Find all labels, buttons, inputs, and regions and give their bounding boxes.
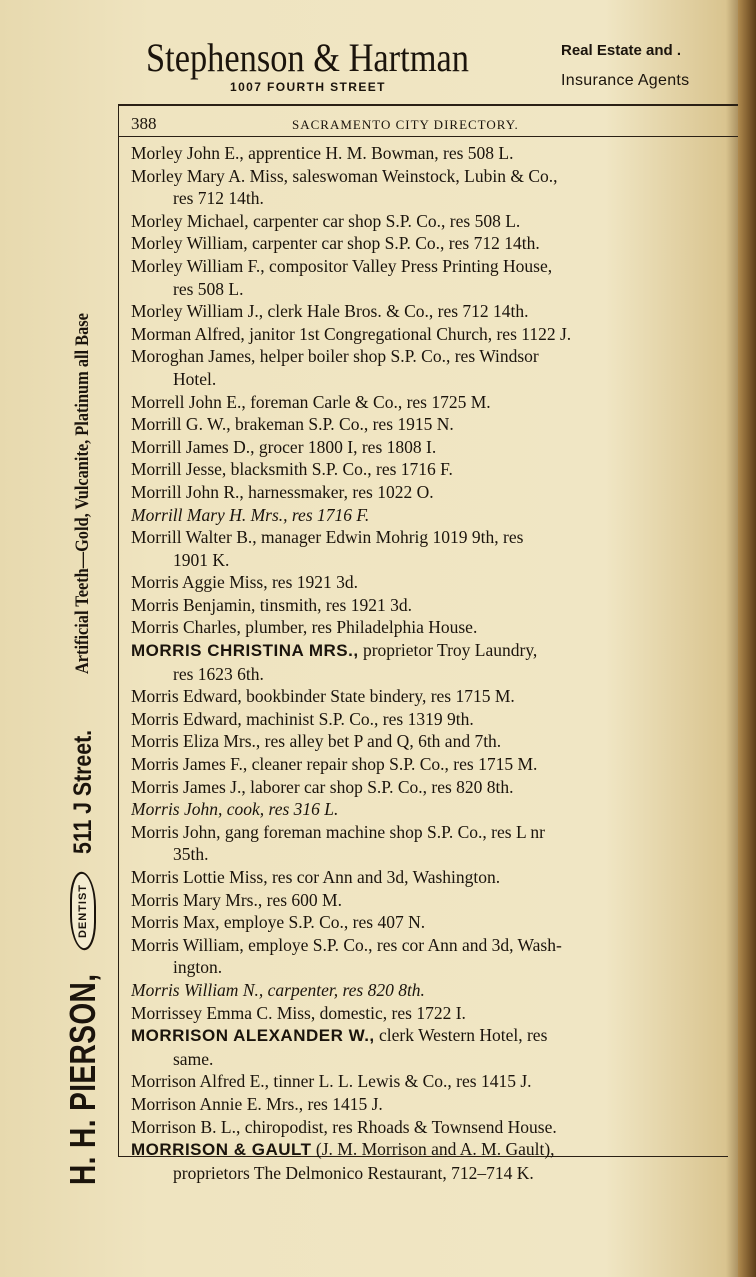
directory-entry	[131, 571, 727, 594]
directory-entry	[131, 1002, 727, 1025]
directory-entry	[131, 458, 727, 481]
entry-text: Morris Lottie Miss, res cor Ann and 3d, Washington.	[131, 867, 501, 887]
entry-text: Morris Mary Mrs., res 600 M.	[131, 889, 342, 910]
left-rule	[118, 104, 119, 1156]
entry-text: (J. M. Morrison and A. M. Gault),	[311, 1139, 555, 1160]
entry-text: Morrill John R., harnessmaker, res 1022 O.	[131, 481, 434, 502]
top-rule	[118, 104, 738, 106]
dentist-badge	[66, 872, 100, 950]
directory-entry	[131, 616, 727, 639]
directory-entry	[131, 1024, 727, 1048]
entry-text: Hotel.	[173, 368, 217, 389]
entry-text: Morris Benjamin, tinsmith, res 1921 3d.	[131, 594, 412, 615]
entry-text: Morley John E., apprentice H. M. Bowman, res 508 L.	[131, 143, 514, 163]
entry-text: Morrill Jesse, blacksmith S.P. Co., res 1716 F.	[131, 459, 453, 480]
directory-entry	[131, 142, 727, 165]
directory-entry	[131, 708, 727, 731]
entry-text: Moroghan James, helper boiler shop S.P. Co., res Windsor	[131, 346, 539, 367]
entry-text: Morrison B. L., chiropodist, res Rhoads & Townsend House.	[131, 1116, 557, 1137]
entry-text: Morley William J., clerk Hale Bros. & Co., res 712 14th.	[131, 301, 529, 322]
directory-entry-continuation	[131, 549, 727, 572]
directory-entry	[131, 685, 727, 708]
entry-text: Morrill James D., grocer 1800 I, res 1808 I.	[131, 436, 437, 457]
directory-entry	[131, 594, 727, 617]
entry-text: Morris Aggie Miss, res 1921 3d.	[131, 572, 359, 593]
directory-entry-continuation	[131, 663, 727, 686]
entry-text: res 1623 6th.	[173, 663, 264, 684]
directory-entry	[131, 526, 727, 549]
entry-text: Morris Edward, machinist S.P. Co., res 1319 9th.	[131, 708, 474, 729]
entry-text: Morley William F., compositor Valley Press Printing House,	[131, 255, 553, 276]
page-number: 388	[131, 114, 157, 133]
entry-text: Morris William N., carpenter, res 820 8th.	[131, 979, 425, 1000]
entry-text: Morley Mary A. Miss, saleswoman Weinstock, Lubin & Co.,	[131, 165, 558, 186]
side-ad-text: Artificial Teeth—Gold, Vulcanite, Platinum all Base	[72, 313, 93, 674]
directory-entry	[131, 911, 727, 934]
directory-entry	[131, 866, 727, 889]
page-edge	[738, 0, 756, 1277]
entry-text: Morrill G. W., brakeman S.P. Co., res 1915 N.	[131, 414, 454, 435]
directory-entry	[131, 165, 727, 188]
entry-text: Morris Charles, plumber, res Philadelphia House.	[131, 617, 478, 638]
directory-entry	[131, 504, 727, 527]
directory-entry-continuation	[131, 956, 727, 979]
directory-entry	[131, 889, 727, 912]
directory-entry	[131, 323, 727, 346]
directory-entry	[131, 776, 727, 799]
directory-entry	[131, 232, 727, 255]
directory-entry	[131, 1093, 727, 1116]
directory-entry-continuation	[131, 187, 727, 210]
entry-text: clerk Western Hotel, res	[374, 1025, 548, 1046]
directory-entry	[131, 345, 727, 368]
page-title: SACRAMENTO CITY DIRECTORY.	[292, 117, 519, 132]
entry-text: Morley William, carpenter car shop S.P. Co., res 712 14th.	[131, 233, 540, 254]
entry-text: res 712 14th.	[173, 188, 264, 209]
side-advertisement	[60, 65, 106, 1185]
directory-entry	[131, 821, 727, 844]
directory-entry	[131, 979, 727, 1002]
directory-entry	[131, 753, 727, 776]
entry-text: Morris James F., cleaner repair shop S.P. Co., res 1715 M.	[131, 754, 538, 775]
entry-text: Morris John, gang foreman machine shop S.P. Co., res L nr	[131, 821, 545, 842]
dentist-badge-text: DENTIST	[77, 883, 89, 939]
entry-text: Morrissey Emma C. Miss, domestic, res 1722 I.	[131, 1002, 466, 1023]
directory-entry	[131, 934, 727, 957]
directory-entry	[131, 481, 727, 504]
entry-text: Morris Eliza Mrs., res alley bet P and Q, 6th and 7th.	[131, 731, 502, 752]
directory-entry	[131, 300, 727, 323]
entry-bold-name: MORRISON & GAULT	[131, 1140, 312, 1160]
entry-bold-name: MORRISON ALEXANDER W.,	[131, 1026, 375, 1046]
directory-entry	[131, 1138, 727, 1162]
entry-text: proprietor Troy Laundry,	[358, 640, 538, 661]
header-rule	[118, 136, 738, 137]
directory-entry	[131, 391, 727, 414]
header-right-line2: Insurance Agents	[561, 72, 690, 89]
directory-entry	[131, 1116, 727, 1139]
directory-entry	[131, 730, 727, 753]
entry-text: same.	[173, 1048, 214, 1069]
directory-entry	[131, 255, 727, 278]
directory-entry	[131, 798, 727, 821]
header-street: 1007 FOURTH STREET	[230, 80, 386, 94]
entry-text: Morley Michael, carpenter car shop S.P. Co., res 508 L.	[131, 210, 521, 231]
entry-text: Morris Edward, bookbinder State bindery, res 1715 M.	[131, 686, 515, 707]
directory-entries	[131, 142, 727, 1184]
directory-entry	[131, 639, 727, 663]
directory-entry-continuation	[131, 278, 727, 301]
header-firm-name: Stephenson & Hartman	[146, 35, 469, 80]
entry-text: ington.	[173, 957, 223, 978]
entry-text: Morrison Annie E. Mrs., res 1415 J.	[131, 1093, 383, 1114]
entry-text: Morrison Alfred E., tinner L. L. Lewis & Co., res 1415 J.	[131, 1071, 532, 1092]
entry-text: proprietors The Delmonico Restaurant, 712–714 K.	[173, 1162, 534, 1183]
header-right-line1: Real Estate and .	[561, 42, 682, 59]
entry-text: Morman Alfred, janitor 1st Congregational Church, res 1122 J.	[131, 323, 572, 344]
entry-text: Morris James J., laborer car shop S.P. Co., res 820 8th.	[131, 776, 514, 797]
directory-entry-continuation	[131, 1162, 727, 1185]
entry-text: Morrell John E., foreman Carle & Co., res 1725 M.	[131, 391, 491, 412]
directory-entry	[131, 210, 727, 233]
entry-text: Morrill Mary H. Mrs., res 1716 F.	[131, 504, 370, 525]
entry-bold-name: MORRIS CHRISTINA MRS.,	[131, 641, 359, 661]
entry-text: 1901 K.	[173, 549, 230, 570]
entry-text: Morris Max, employe S.P. Co., res 407 N.	[131, 912, 426, 933]
directory-entry	[131, 1070, 727, 1093]
directory-entry-continuation	[131, 843, 727, 866]
entry-text: Morris William, employe S.P. Co., res cor Ann and 3d, Wash-	[131, 934, 562, 955]
entry-text: Morris John, cook, res 316 L.	[131, 799, 339, 820]
side-ad-name: H. H. PIERSON,	[62, 973, 103, 1185]
directory-entry	[131, 413, 727, 436]
entry-text: 35th.	[173, 844, 209, 865]
entry-text: Morrill Walter B., manager Edwin Mohrig 1019 9th, res	[131, 527, 524, 548]
side-ad-street: 511 J Street.	[68, 729, 97, 854]
directory-entry-continuation	[131, 368, 727, 391]
directory-entry	[131, 436, 727, 459]
entry-text: res 508 L.	[173, 278, 244, 299]
directory-entry-continuation	[131, 1048, 727, 1071]
